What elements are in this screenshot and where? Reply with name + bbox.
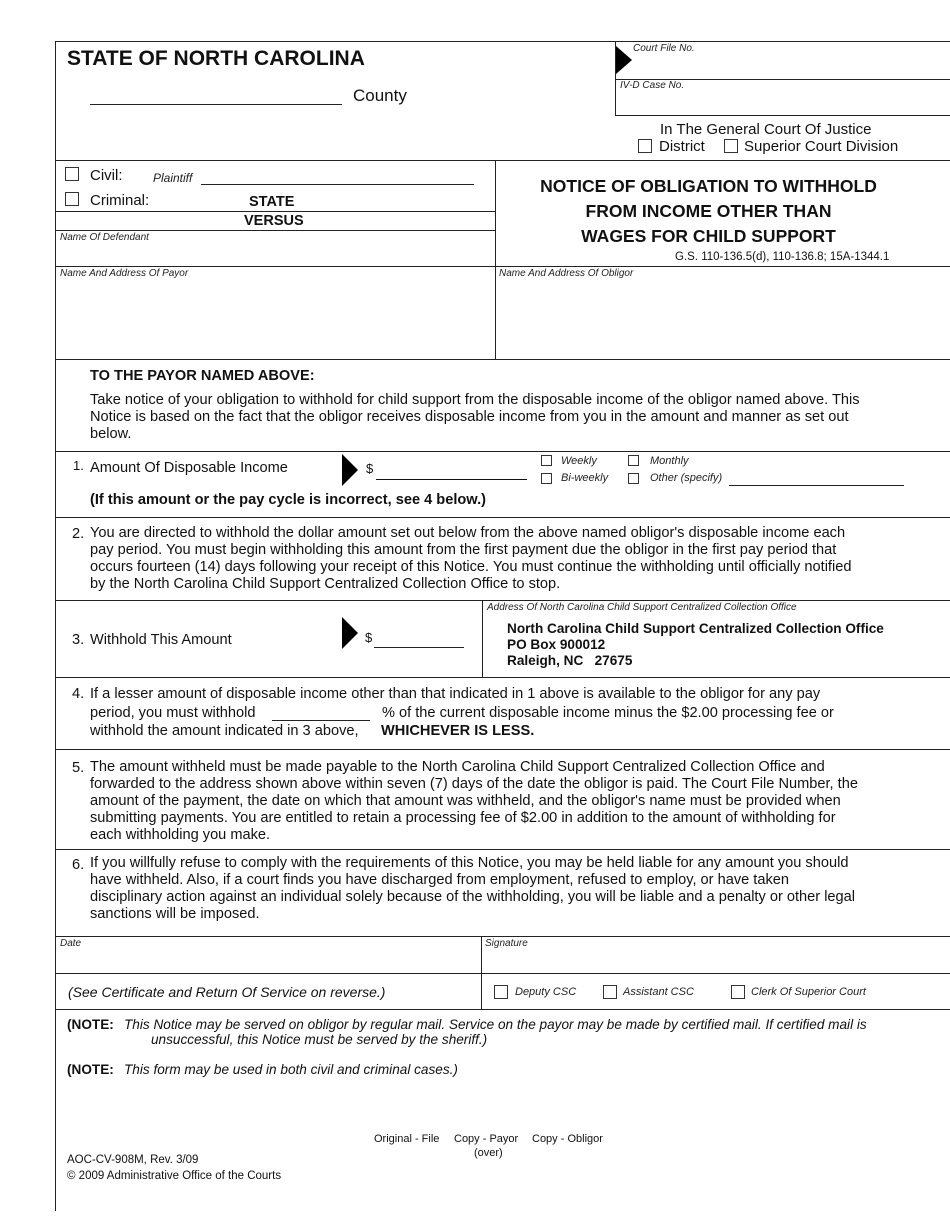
item6-line-1: If you willfully refuse to comply with the requirements of this Notice, you may be held liable for any amount you should — [90, 855, 849, 871]
note1-label: (NOTE: — [67, 1017, 114, 1032]
signature-line — [55, 973, 950, 974]
item6-number: 6. — [72, 857, 85, 873]
item2-bottom-line — [55, 600, 950, 601]
defendant-label: Name Of Defendant — [60, 232, 149, 243]
footer-original: Original - File — [374, 1133, 440, 1145]
county-label: County — [353, 86, 407, 105]
header-bottom-line — [55, 160, 950, 161]
item3-divider — [482, 600, 483, 677]
footer-copy-payor: Copy - Payor — [454, 1133, 519, 1145]
item1-dollar: $ — [366, 461, 374, 476]
item2-line-4: by the North Carolina Child Support Centralized Collection Office to stop. — [90, 576, 561, 592]
percent-input[interactable] — [272, 720, 370, 721]
withhold-amount-input[interactable] — [374, 647, 464, 648]
signature-field[interactable] — [482, 950, 950, 972]
clerk-checkbox[interactable] — [731, 985, 745, 999]
intro-bottom-line — [55, 451, 950, 452]
item4-line-2a: period, you must withhold — [90, 705, 256, 721]
footer-copy-obligor: Copy - Obligor — [532, 1133, 603, 1145]
superior-checkbox[interactable] — [724, 139, 738, 153]
biweekly-label: Bi-weekly — [561, 472, 609, 484]
copyright: © 2009 Administrative Office of the Courts — [67, 1170, 282, 1182]
plaintiff-input[interactable] — [201, 184, 474, 185]
intro-line-3: below. — [90, 426, 132, 442]
deputy-csc-checkbox[interactable] — [494, 985, 508, 999]
collection-office-name: North Carolina Child Support Centralized Collection Office — [507, 621, 884, 636]
assistant-csc-checkbox[interactable] — [603, 985, 617, 999]
notice-title-3: WAGES FOR CHILD SUPPORT — [581, 226, 836, 246]
ivd-case-label: IV-D Case No. — [620, 80, 685, 91]
item3-number: 3. — [72, 632, 85, 648]
item1-label: Amount Of Disposable Income — [90, 460, 288, 476]
date-field[interactable] — [56, 950, 480, 972]
criminal-label: Criminal: — [90, 192, 150, 209]
item1-note: (If this amount or the pay cycle is incorrect, see 4 below.) — [90, 492, 487, 508]
footer-over: (over) — [474, 1147, 503, 1159]
item4-number: 4. — [72, 686, 85, 702]
note2-text: This form may be used in both civil and criminal cases.) — [124, 1062, 458, 1077]
item6-bottom-line — [55, 936, 950, 937]
item5-number: 5. — [72, 760, 85, 776]
see-reverse-note: (See Certificate and Return Of Service on reverse.) — [68, 984, 386, 1000]
state-party: STATE — [249, 194, 295, 210]
signature-label: Signature — [485, 938, 528, 949]
monthly-label: Monthly — [650, 455, 689, 467]
district-label: District — [659, 138, 705, 155]
collection-office-box: PO Box 900012 — [507, 637, 606, 652]
item6-line-3: disciplinary action against an individual solely because of the withholding, you will be liable and a penalty or other legal — [90, 889, 856, 905]
item3-label: Withhold This Amount — [90, 632, 232, 648]
civil-checkbox[interactable] — [65, 167, 79, 181]
criminal-checkbox[interactable] — [65, 192, 79, 206]
biweekly-checkbox[interactable] — [541, 473, 552, 484]
item5-line-2: forwarded to the address shown above within seven (7) days of the date the obligor is paid. The Court File Number, the — [90, 776, 858, 792]
item5-line-3: amount of the payment, the date on which that amount was withheld, and the obligor's name must be provided when — [90, 793, 841, 809]
item6-line-4: sanctions will be imposed. — [90, 906, 260, 922]
item1-arrow-icon — [342, 454, 358, 486]
form-number: AOC-CV-908M, Rev. 3/09 — [67, 1154, 199, 1166]
county-input[interactable] — [90, 104, 342, 105]
superior-label: Superior Court Division — [744, 138, 899, 155]
notice-title-1: NOTICE OF OBLIGATION TO WITHHOLD — [540, 176, 877, 196]
plaintiff-label: Plaintiff — [153, 171, 193, 185]
notice-title-2: FROM INCOME OTHER THAN — [585, 201, 832, 221]
state-title: STATE OF NORTH CAROLINA — [67, 47, 365, 70]
item3-arrow-icon — [342, 617, 358, 649]
date-label: Date — [60, 938, 82, 949]
intro-line-1: Take notice of your obligation to withhold for child support from the disposable income of the obligor named above. This — [90, 392, 860, 408]
item2-line-2: pay period. You must begin withholding this amount from the first payment due the obligor in the first pay period that — [90, 542, 837, 558]
collection-office-city: Raleigh, NC 27675 — [507, 653, 633, 668]
item4-line-1: If a lesser amount of disposable income other than that indicated in 1 above is available to the obligor for any pay — [90, 686, 821, 702]
statute-citation: G.S. 110-136.5(d), 110-136.8; 15A-1344.1 — [675, 251, 890, 263]
left-border — [55, 41, 56, 1211]
ivd-line — [615, 115, 950, 116]
top-border-right — [615, 41, 950, 42]
item2-number: 2. — [72, 526, 85, 542]
item5-line-1: The amount withheld must be made payable to the North Carolina Child Support Centralized Collection Office and — [90, 759, 825, 775]
note1-line-1: This Notice may be served on obligor by regular mail. Service on the payor may be made by certified mail. If certified mail is — [124, 1017, 867, 1032]
item4-bottom-line — [55, 749, 950, 750]
collection-office-label: Address Of North Carolina Child Support Centralized Collection Office — [487, 602, 797, 613]
pointer-arrow-icon — [616, 46, 632, 74]
item6-line-2: have withheld. Also, if a court finds you have discharged from employment, refused to employ, or have taken — [90, 872, 789, 888]
caption-bottom-line — [55, 359, 950, 360]
civil-label: Civil: — [90, 167, 123, 184]
item3-dollar: $ — [365, 630, 373, 645]
state-underline — [55, 211, 495, 212]
top-border — [55, 41, 615, 42]
deputy-csc-label: Deputy CSC — [515, 986, 577, 998]
assistant-csc-label: Assistant CSC — [623, 986, 694, 998]
clerk-label: Clerk Of Superior Court — [751, 986, 866, 998]
intro-line-2: Notice is based on the fact that the obligor receives disposable income from you in the amount and manner as set out — [90, 409, 849, 425]
note2-label: (NOTE: — [67, 1062, 114, 1077]
item2-line-1: You are directed to withhold the dollar amount set out below from the above named obligor's disposable income each — [90, 525, 846, 541]
item4-line-2b: % of the current disposable income minus the $2.00 processing fee or — [382, 705, 834, 721]
court-title: In The General Court Of Justice — [660, 121, 872, 138]
versus-underline — [55, 230, 495, 231]
other-label: Other (specify) — [650, 472, 723, 484]
item3-bottom-line — [55, 677, 950, 678]
note1-line-2: unsuccessful, this Notice must be served by the sheriff.) — [151, 1032, 488, 1047]
versus-label: VERSUS — [244, 213, 304, 229]
item5-line-5: each withholding you make. — [90, 827, 271, 843]
district-checkbox[interactable] — [638, 139, 652, 153]
monthly-checkbox[interactable] — [628, 455, 639, 466]
payor-label: Name And Address Of Payor — [60, 268, 189, 279]
item4-line-3b: WHICHEVER IS LESS. — [381, 723, 535, 739]
other-specify-input[interactable] — [729, 485, 904, 486]
item1-bottom-line — [55, 517, 950, 518]
weekly-label: Weekly — [561, 455, 597, 467]
court-file-label: Court File No. — [633, 43, 695, 54]
item4-line-3a: withhold the amount indicated in 3 above, — [90, 723, 359, 739]
item2-line-3: occurs fourteen (14) days following your receipt of this Notice. You must continue the withholding until officially notified — [90, 559, 852, 575]
item1-number: 1. — [73, 458, 84, 473]
intro-heading: TO THE PAYOR NAMED ABOVE: — [90, 368, 315, 384]
item5-bottom-line — [55, 849, 950, 850]
item5-line-4: submitting payments. You are entitled to retain a processing fee of $2.00 in addition to the amount of withholding for — [90, 810, 836, 826]
other-checkbox[interactable] — [628, 473, 639, 484]
weekly-checkbox[interactable] — [541, 455, 552, 466]
disposable-income-input[interactable] — [376, 479, 527, 480]
signature-bottom-line — [55, 1009, 950, 1010]
payor-top-line — [55, 266, 950, 267]
obligor-label: Name And Address Of Obligor — [499, 268, 634, 279]
